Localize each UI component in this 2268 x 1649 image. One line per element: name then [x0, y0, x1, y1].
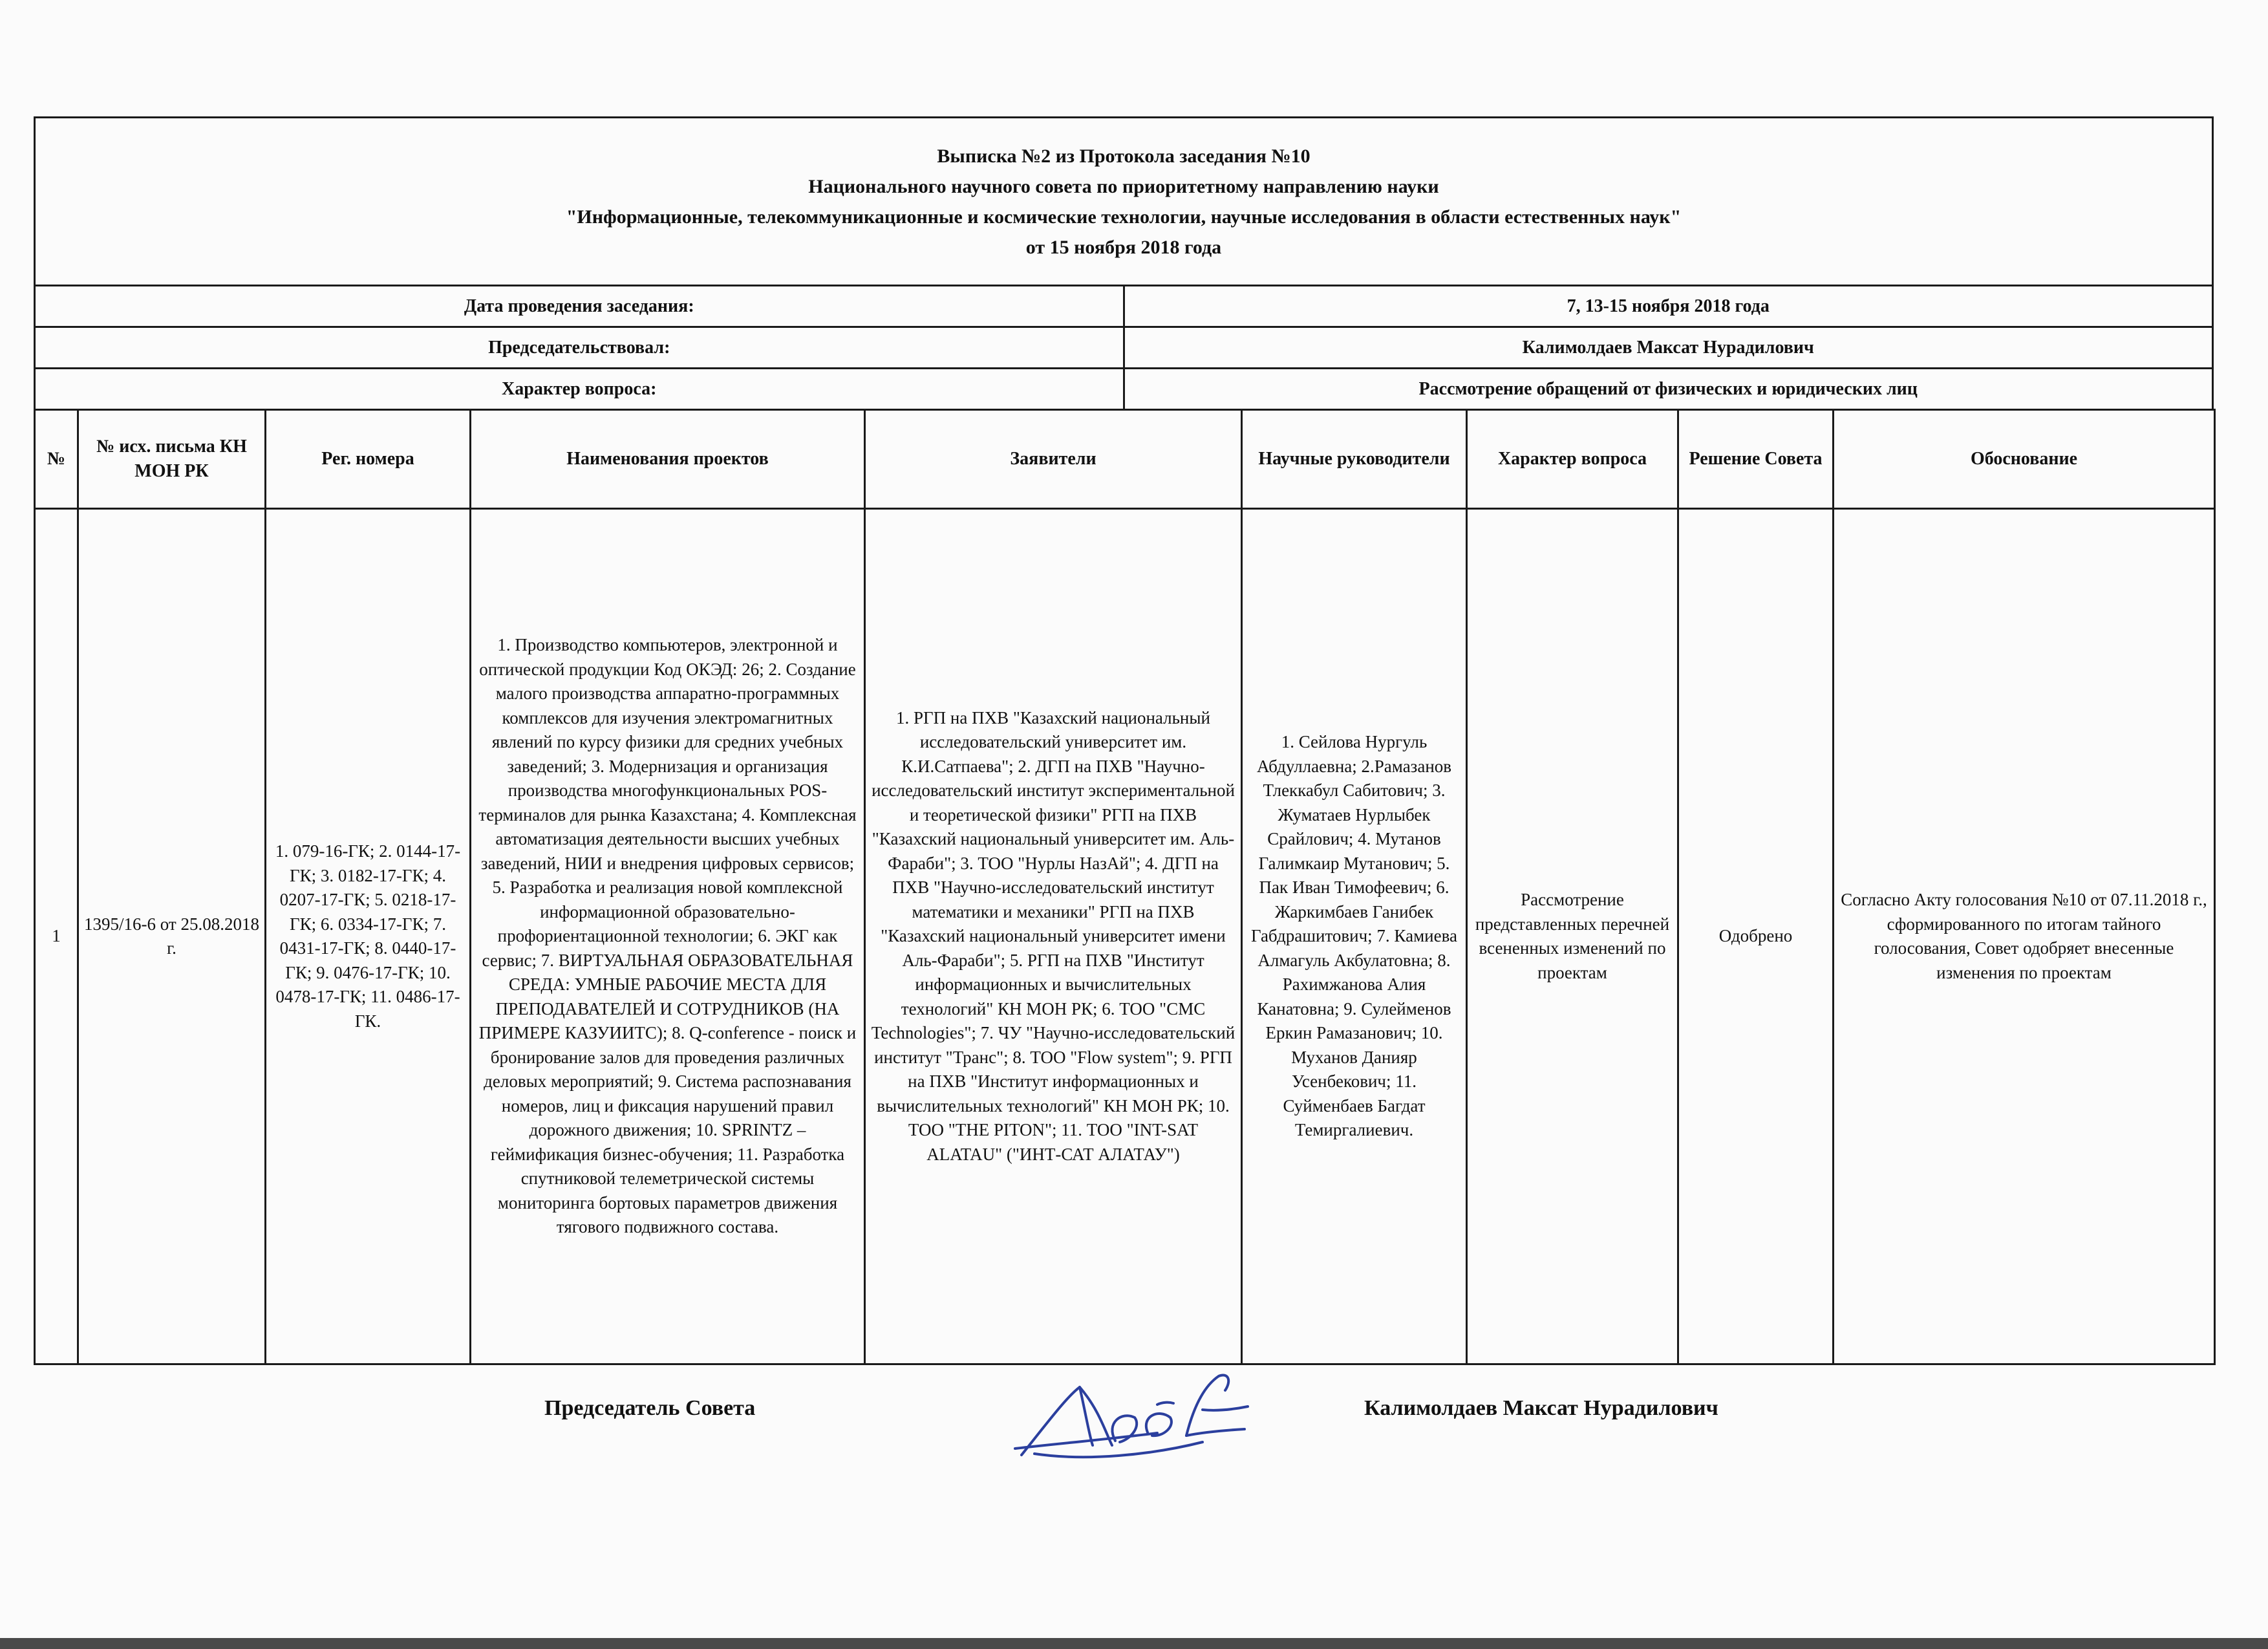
header-table — [34, 116, 2214, 411]
chair-label: Председательствовал: — [35, 327, 1124, 369]
title-line-3: "Информационные, телекоммуникационные и космические технологии, научные исследования в области естественных наук" — [566, 206, 1682, 228]
title-line-4: от 15 ноября 2018 года — [1025, 236, 1222, 258]
document-title-block — [35, 118, 2213, 286]
document-sheet — [34, 116, 2214, 1365]
row-letter: 1395/16-6 от 25.08.2018 г. — [78, 509, 266, 1364]
column-header-issue: Характер вопроса — [1467, 410, 1678, 509]
issue-label: Характер вопроса: — [35, 369, 1124, 410]
issue-value: Рассмотрение обращений от физических и юридических лиц — [1124, 369, 2213, 410]
row-issue: Рассмотрение представленных перечней всененных изменений по проектам — [1467, 509, 1678, 1364]
chair-value: Калимолдаев Максат Нурадилович — [1124, 327, 2213, 369]
row-decision: Одобрено — [1678, 509, 1834, 1364]
row-reg-numbers: 1. 079-16-ГК; 2. 0144-17-ГК; 3. 0182-17-ГК; 4. 0207-17-ГК; 5. 0218-17-ГК; 6. 0334-17-ГК; 7. 0431-17-ГК; 8. 0440-17-ГК; 9. 0476-17-ГК; 10. 0478-17-ГК; 11. 0486-17-ГК. — [266, 509, 471, 1364]
scan-bottom-edge — [0, 1638, 2268, 1649]
row-applicants: 1. РГП на ПХВ "Казахский национальный исследовательский университет им. К.И.Сатпаева"; 2. ДГП на ПХВ "Научно-исследовательский институт экспериментальной и теоретической физики" РГП на ПХВ "Казахский национальный университет им. Аль-Фараби"; 3. ТОО "Нурлы НазАй"; 4. ДГП на ПХВ "Научно-исследовательский институт математики и механики" РГП на ПХВ "Казахский национальный университет имени Аль-Фараби"; 5. РГП на ПХВ "Институт информационных и вычислительных технологий" КН МОН РК; 6. ТОО "CMC Technologies"; 7. ЧУ "Научно-исследовательский институт "Транс"; 8. ТОО "Flow system"; 9. РГП на ПХВ "Институт информационных и вычислительных технологий" КН МОН РК; 10. ТОО "THE PITON"; 11. ТОО "INT-SAT ALATAU" ("ИНТ-САТ АЛАТАУ") — [865, 509, 1242, 1364]
title-line-2: Национального научного совета по приоритетному направлению науки — [808, 175, 1439, 197]
date-label: Дата проведения заседания: — [35, 286, 1124, 327]
column-header-projects: Наименования проектов — [471, 410, 865, 509]
row-supervisors: 1. Сейлова Нургуль Абдуллаевна; 2.Рамазанов Тлеккабул Сабитович; 3. Жуматаев Нурлыбек Срайлович; 4. Мутанов Галимкаир Мутанович; 5. Пак Иван Тимофеевич; 6. Жаркимбаев Ганибек Габдрашитович; 7. Камиева Алмагуль Акбулатовна; 8. Рахимжанова Алия Канатовна; 9. Сулейменов Еркин Рамазанович; 10. Муханов Данияр Усенбекович; 11. Суйменбаев Багдат Темиргалиевич. — [1242, 509, 1467, 1364]
date-value: 7, 13-15 ноября 2018 года — [1124, 286, 2213, 327]
title-line-1: Выписка №2 из Протокола заседания №10 — [937, 145, 1311, 167]
signature-block — [0, 1394, 2268, 1471]
row-number: 1 — [35, 509, 78, 1364]
row-projects: 1. Производство компьютеров, электронной и оптической продукции Код ОКЭД: 26; 2. Создание малого производства аппаратно-программных комплексов для изучения электромагнитных явлений по курсу физики для средних учебных заведений; 3. Модернизация и организация производства многофункциональных POS-терминалов для рынка Казахстана; 4. Комплексная автоматизация деятельности высших учебных заведений, НИИ и внедрения цифровых сервисов; 5. Разработка и реализация новой комплексной информационной образовательно-профориентационной технологии; 6. ЭКГ как сервис; 7. ВИРТУАЛЬНАЯ ОБРАЗОВАТЕЛЬНАЯ СРЕДА: УМНЫЕ РАБОЧИЕ МЕСТА ДЛЯ ПРЕПОДАВАТЕЛЕЙ И СОТРУДНИКОВ (НА ПРИМЕРЕ КАЗУИИТС); 8. Q-conference - поиск и бронирование залов для проведения различных деловых мероприятий; 9. Система распознавания номеров, лиц и фиксация нарушений правил дорожного движения; 10. SPRINTZ – геймификация бизнес-обучения; 11. Разработка спутниковой телеметрической системы мониторинга бортовых параметров движения тягового подвижного состава. — [471, 509, 865, 1364]
column-header-decision: Решение Совета — [1678, 410, 1834, 509]
column-header-supervisors: Научные руководители — [1242, 410, 1467, 509]
column-header-number: № — [35, 410, 78, 509]
chairman-title: Председатель Совета — [544, 1396, 756, 1420]
handwritten-signature — [1009, 1371, 1293, 1468]
table-header-row — [35, 410, 2215, 509]
column-header-reg-numbers: Рег. номера — [266, 410, 471, 509]
decisions-table — [34, 409, 2216, 1365]
column-header-letter: № исх. письма КН МОН РК — [78, 410, 266, 509]
row-basis: Согласно Акту голосования №10 от 07.11.2018 г., сформированного по итогам тайного голосования, Совет одобряет внесенные изменения по проектам — [1834, 509, 2215, 1364]
column-header-basis: Обоснование — [1834, 410, 2215, 509]
table-row — [35, 509, 2215, 1364]
column-header-applicants: Заявители — [865, 410, 1242, 509]
chairman-name: Калимолдаев Максат Нурадилович — [1364, 1396, 1718, 1420]
